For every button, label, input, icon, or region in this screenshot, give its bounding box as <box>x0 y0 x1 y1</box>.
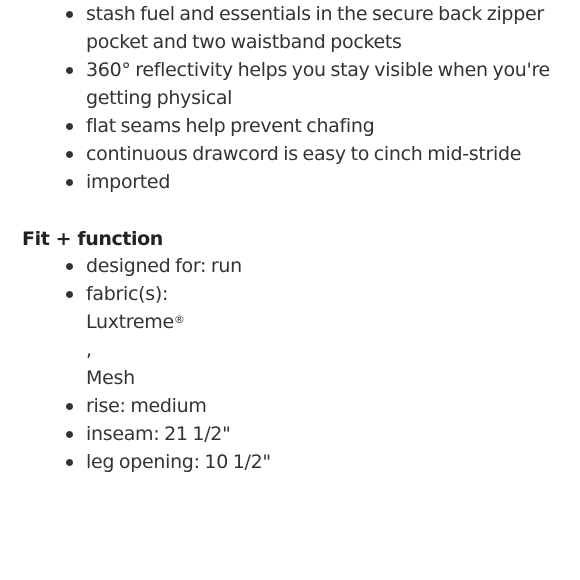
feature-text: stash fuel and essentials in the secure back zipper pocket and two waistband pockets <box>86 3 544 53</box>
list-item <box>0 112 580 140</box>
leg-opening-text: leg opening: 10 1/2" <box>86 451 271 473</box>
list-item <box>0 392 580 420</box>
designed-for-text: designed for: run <box>86 255 242 277</box>
section-heading-fit-function: Fit + function <box>22 228 163 250</box>
bullet-icon <box>66 67 73 74</box>
bullet-icon <box>66 459 73 466</box>
bullet-icon <box>66 179 73 186</box>
feature-text: flat seams help prevent chafing <box>86 115 375 137</box>
bullet-icon <box>66 123 73 130</box>
bullet-icon <box>66 263 73 270</box>
feature-text: continuous drawcord is easy to cinch mid-stride <box>86 143 522 165</box>
list-item <box>0 252 580 280</box>
registered-mark: ® <box>173 313 185 326</box>
inseam-text: inseam: 21 1/2" <box>86 423 231 445</box>
fabric-name: Luxtreme <box>86 311 174 333</box>
list-item <box>0 168 580 196</box>
bullet-icon <box>66 291 73 298</box>
fabrics-label: fabric(s): <box>86 283 169 305</box>
feature-text: 360° reflectivity helps you stay visible when you're getting physical <box>86 59 550 109</box>
list-item <box>0 448 580 476</box>
fit-function-list <box>0 252 580 476</box>
list-item <box>0 56 580 112</box>
fabric-separator: , <box>86 339 92 361</box>
list-item <box>0 140 580 168</box>
list-item <box>0 0 580 56</box>
bullet-icon <box>66 403 73 410</box>
fabric-mesh: Mesh <box>86 367 135 389</box>
rise-text: rise: medium <box>86 395 207 417</box>
bullet-icon <box>66 151 73 158</box>
feature-text: imported <box>86 171 171 193</box>
features-list <box>0 0 580 196</box>
list-item <box>0 280 580 392</box>
list-item <box>0 420 580 448</box>
bullet-icon <box>66 431 73 438</box>
fabric-luxtreme <box>86 308 568 336</box>
bullet-icon <box>66 11 73 18</box>
